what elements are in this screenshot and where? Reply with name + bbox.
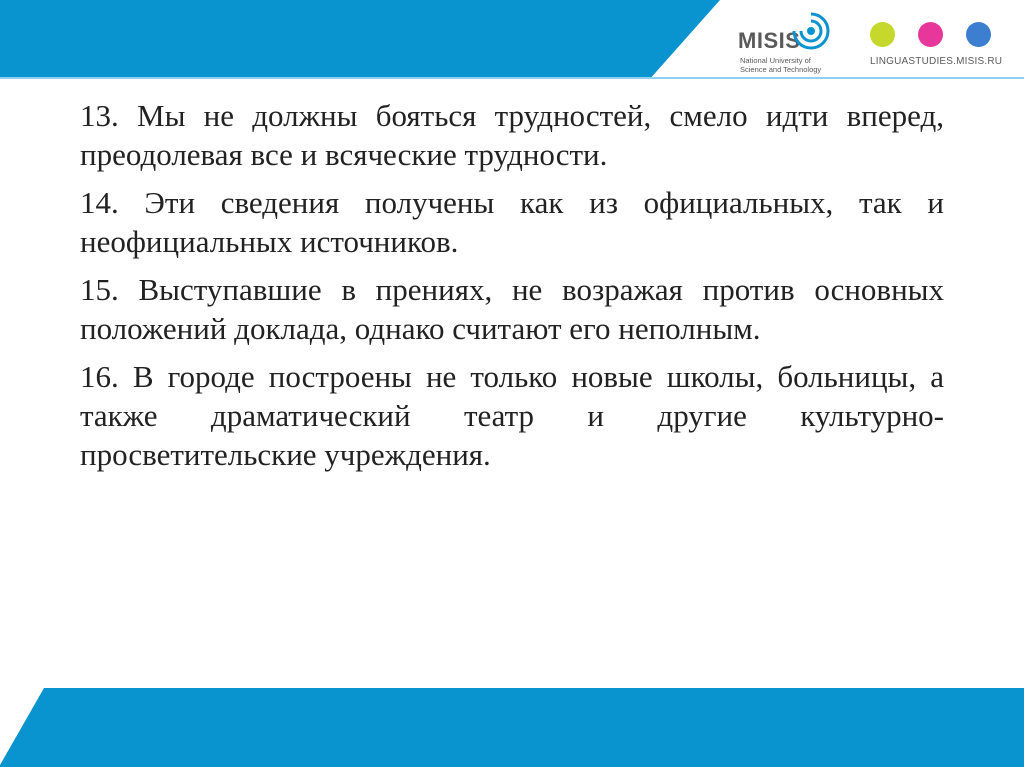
paragraph-16: 16. В городе построены не только новые школы, больницы, а также драматический театр и другие культурно-просветительские учреждения.	[80, 359, 944, 472]
blue-dot-icon	[966, 22, 991, 47]
paragraph-14: 14. Эти сведения получены как из официальных, так и неофициальных источников.	[80, 185, 944, 259]
pink-dot-icon	[918, 22, 943, 47]
misis-logo	[738, 8, 848, 80]
misis-subtitle-line2: Science and Technology	[740, 65, 822, 74]
paragraph-15: 15. Выступавшие в прениях, не возражая против основных положений доклада, однако считают его неполным.	[80, 272, 944, 346]
header-divider	[0, 77, 1024, 79]
misis-logo-subtitle	[740, 56, 850, 74]
linguastudies-url: LINGUASTUDIES.MISIS.RU	[870, 56, 1003, 67]
misis-logo-name: MISIS	[738, 28, 801, 53]
misis-subtitle-line1: National University of	[740, 56, 811, 65]
slide-content	[80, 96, 944, 483]
footer-band	[0, 688, 1024, 767]
misis-rings-icon	[788, 8, 834, 54]
linguastudies-logo	[866, 18, 1006, 73]
green-dot-icon	[870, 22, 895, 47]
header-band	[0, 0, 720, 77]
paragraph-13: 13. Мы не должны бояться трудностей, смело идти вперед, преодолевая все и всяческие трудности.	[80, 98, 944, 172]
